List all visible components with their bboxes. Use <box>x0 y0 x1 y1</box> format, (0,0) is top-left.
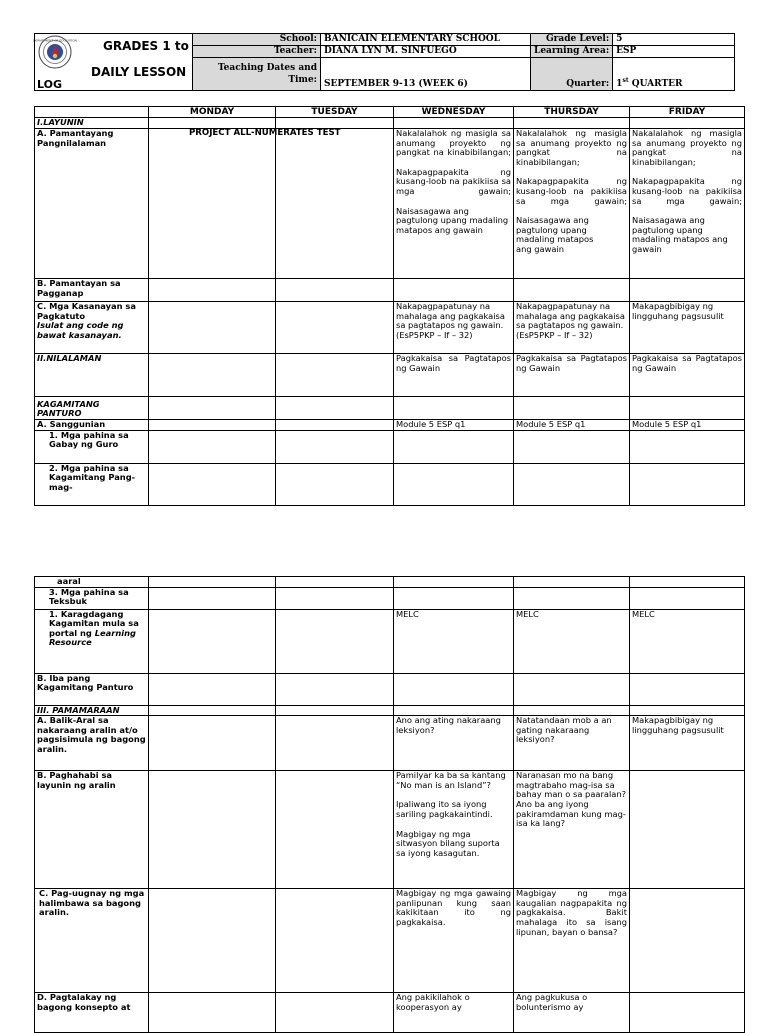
thu-pamantayan-text2: Nakapagpapakita ng kusang-loob na pakikiisa sa mga gawain; <box>516 176 627 206</box>
day-header-thursday: THURSDAY <box>514 107 630 118</box>
aaral-continuation: aaral <box>35 577 149 588</box>
wed-paghahabi-text2: Ipaliwang ito sa iyong sariling pagkakaintindi. <box>396 799 493 819</box>
mga-kasanayan-note: Isulat ang code ng bawat kasanayan. <box>37 320 124 340</box>
day-header-wednesday: WEDNESDAY <box>394 107 514 118</box>
learning-resource-text: Learning Resource <box>49 627 136 648</box>
lesson-table-page2 <box>34 576 745 1033</box>
wed-kasanayan: Nakapagpapatunay na mahalaga ang pagkakaisa sa pagtatapos ng gawain. (EsP5PKP – If – 32) <box>394 302 514 354</box>
wed-pagtalakay: Ang pakikilahok o kooperasyon ay <box>394 993 514 1033</box>
tuesday-cell <box>276 129 394 279</box>
wed-pamantayan-text3: Naisasagawa ang pagtulong upang madaling matapos ang gawain <box>396 205 509 235</box>
teacher-value: DIANA LYN M. SINFUEGO <box>321 46 531 58</box>
pamantayang-pangnilalaman-label: A. Pamantayang Pangnilalaman <box>35 129 149 279</box>
mga-kasanayan-title: C. Mga Kasanayan sa Pagkatuto <box>37 301 136 321</box>
mga-kasanayan-label <box>35 302 149 354</box>
wed-pamantayan-text1: Nakalalahok ng masigla sa anumang proyekto ng pangkat na kinabibilangan; <box>396 128 511 158</box>
title-daily-lesson: DAILY LESSON <box>91 65 187 79</box>
teksbuk-label: 3. Mga pahina sa Teksbuk <box>35 587 149 609</box>
grade-level-value: 5 <box>613 34 735 46</box>
pamamaraan-heading: III. PAMAMARAAN <box>35 705 149 716</box>
school-value: BANICAIN ELEMENTARY SCHOOL <box>321 34 531 46</box>
pag-uugnay-label: C. Pag-uugnay ng mga halimbawa sa bagong aralin. <box>35 889 149 993</box>
thursday-pamantayan <box>514 129 630 279</box>
project-all-numerates-test: PROJECT ALL-NUMERATES TEST <box>189 128 341 138</box>
quarter-word: QUARTER <box>628 79 683 89</box>
monday-cell <box>149 128 341 279</box>
wed-melc: MELC <box>394 609 514 673</box>
fri-melc: MELC <box>630 609 745 673</box>
corner-cell <box>35 107 149 118</box>
layunin-heading: I.LAYUNIN <box>35 118 149 129</box>
header-info-table <box>192 33 735 91</box>
header-title-block <box>34 33 192 91</box>
teaching-dates-value: SEPTEMBER 9-13 (WEEK 6) <box>321 58 531 91</box>
friday-pamantayan <box>630 129 745 279</box>
pamantayan-sa-pagganap-label: B. Pamantayan sa Pagganap <box>35 279 149 302</box>
wed-balik-aral: Ano ang ating nakaraang leksiyon? <box>394 716 514 771</box>
fri-balik-aral: Makapagbibigay ng lingguhang pagsusulit <box>630 716 745 771</box>
quarter-suffix: st <box>622 77 629 84</box>
lesson-log-header <box>34 33 736 91</box>
svg-text:DEPARTMENT OF EDUCATION: DEPARTMENT OF EDUCATION <box>33 38 77 43</box>
fri-module: Module 5 ESP q1 <box>630 420 745 431</box>
iba-pang-kagamitan-label: B. Iba pang Kagamitang Panturo <box>35 673 149 705</box>
title-grades: GRADES 1 to <box>103 39 189 53</box>
day-header-monday: MONDAY <box>149 107 276 118</box>
thu-nilalaman: Pagkakaisa sa Pagtatapos ng Gawain <box>514 354 630 397</box>
day-header-tuesday: TUESDAY <box>276 107 394 118</box>
thu-pag-uugnay: Magbigay ng mga kaugalian nagpapakita ng pagkakaisa. Bakit mahalaga ito sa isang lipunan, bayan o bansa? <box>514 889 630 993</box>
kagamitang-panturo-heading: KAGAMITANG PANTURO <box>35 397 149 420</box>
lesson-table-page1 <box>34 106 745 506</box>
thu-pagtalakay: Ang pagkukusa o bolunterismo ay <box>514 993 630 1033</box>
teacher-label: Teacher: <box>193 46 321 58</box>
nilalaman-heading: II.NILALAMAN <box>35 354 149 397</box>
wed-paghahabi-text3: Magbigay ng mga sitwasyon bilang suporta sa iyong kasagutan. <box>396 828 500 858</box>
quarter-label: Quarter: <box>531 58 613 91</box>
learning-area-value: ESP <box>613 46 735 58</box>
teaching-dates-label-line2: Time: <box>288 75 317 85</box>
thu-module: Module 5 ESP q1 <box>514 420 630 431</box>
fri-nilalaman: Pagkakaisa sa Pagtatapos ng Gawain <box>630 354 745 397</box>
wednesday-pamantayan <box>394 129 514 279</box>
quarter-value <box>613 58 735 91</box>
thu-kasanayan: Nakapagpapatunay na mahalaga ang pagkakaisa sa pagtatapos ng gawain. (EsP5PKP – If – 32) <box>514 302 630 354</box>
kagamitang-pang-mag-aaral-label: 2. Mga pahina sa Kagamitang Pang-mag- <box>35 463 149 505</box>
wed-nilalaman: Pagkakaisa sa Pagtatapos ng Gawain <box>394 354 514 397</box>
sanggunian-label: A. Sanggunian <box>35 420 149 431</box>
wed-module: Module 5 ESP q1 <box>394 420 514 431</box>
thu-balik-aral: Natatandaan mob a an gating nakaraang leksiyon? <box>514 716 630 771</box>
balik-aral-label: A. Balik-Aral sa nakaraang aralin at/o pagsisimula ng bagong aralin. <box>35 716 149 771</box>
wed-pag-uugnay: Magbigay ng mga gawaing panlipunan kung saan kakikitaan ito ng pagkakaisa. <box>394 889 514 993</box>
karagdagang-kagamitan-label <box>35 609 149 673</box>
teaching-dates-label-line1: Teaching Dates and <box>217 63 317 73</box>
deped-seal-icon <box>33 35 77 69</box>
school-label: School: <box>193 34 321 46</box>
pagtalakay-label: D. Pagtalakay ng bagong konsepto at <box>35 993 149 1033</box>
paghahabi-label: B. Paghahabi sa layunin ng aralin <box>35 771 149 889</box>
fri-pamantayan-text2: Nakapagpapakita ng kusang-loob na pakikiisa sa mga gawain; <box>632 176 742 206</box>
teaching-dates-label <box>193 58 321 91</box>
learning-area-label: Learning Area: <box>531 46 613 58</box>
thu-pamantayan-text1: Nakalalahok ng masigla sa anumang proyekto ng pangkat na kinabibilangan; <box>516 128 627 167</box>
wed-paghahabi <box>394 771 514 889</box>
wed-pamantayan-text2: Nakapagpapakita ng kusang-loob na pakikiisa sa mga gawain; <box>396 166 511 196</box>
fri-kasanayan: Makapagbibigay ng lingguhang pagsusulit <box>630 302 745 354</box>
thu-melc: MELC <box>514 609 630 673</box>
title-log: LOG <box>37 78 62 91</box>
quarter-number: 1 <box>616 79 623 89</box>
karagdagang-text: 1. Karagdagang Kagamitan mula sa portal ng <box>49 608 139 638</box>
fri-pamantayan-text1: Nakalalahok ng masigla sa anumang proyekto ng pangkat na kinabibilangan; <box>632 128 742 167</box>
day-header-friday: FRIDAY <box>630 107 745 118</box>
gabay-ng-guro-label: 1. Mga pahina sa Gabay ng Guro <box>35 430 149 463</box>
fri-pamantayan-text3: Naisasagawa ang pagtulong upang madaling matapos ang gawain <box>632 215 728 254</box>
grade-level-label: Grade Level: <box>531 34 613 46</box>
wed-paghahabi-text1: Pamilyar ka ba sa kantang “No man is an Island”? <box>396 770 506 790</box>
thu-paghahabi: Naranasan mo na bang magtrabaho mag-isa sa bahay man o sa paaralan? Ano ba ang iyong pakiramdaman kung mag-isa ka lang? <box>514 771 630 889</box>
thu-pamantayan-text3: Naisasagawa ang pagtulong upang madaling matapos ang gawain <box>516 215 594 254</box>
